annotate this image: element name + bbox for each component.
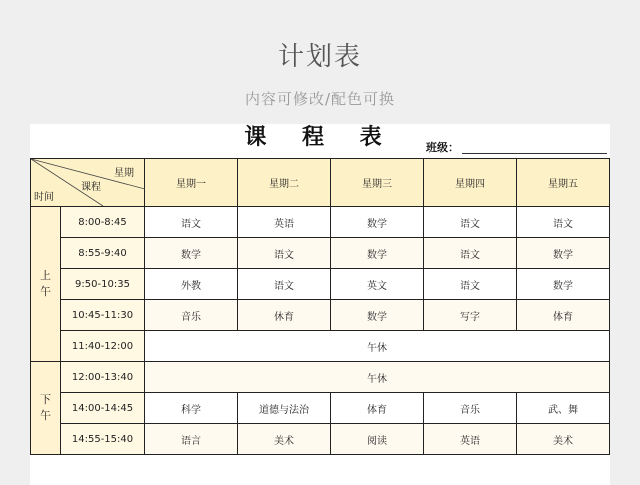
table-row [31, 393, 610, 424]
course-cell[interactable]: 武、舞 [517, 393, 610, 424]
course-cell[interactable]: 数学 [517, 269, 610, 300]
table-row [31, 238, 610, 269]
sheet-title: 课 程 表 [244, 125, 396, 150]
period-morning-label: 上 午 [40, 269, 51, 298]
header-row [31, 159, 610, 207]
sheet-header [30, 124, 610, 158]
day-header: 星期五 [517, 159, 610, 207]
time-cell: 8:00-8:45 [61, 207, 145, 238]
table-row [31, 362, 610, 393]
day-header: 星期二 [238, 159, 331, 207]
corner-cell [31, 159, 145, 207]
course-cell[interactable]: 语文 [145, 207, 238, 238]
corner-time-label: 时间 [34, 192, 54, 203]
course-cell[interactable]: 语文 [424, 269, 517, 300]
course-cell[interactable]: 阅读 [331, 424, 424, 455]
table-row [31, 424, 610, 455]
corner-week-label: 星期 [114, 168, 134, 179]
time-cell: 10:45-11:30 [61, 300, 145, 331]
course-cell[interactable]: 数学 [331, 207, 424, 238]
time-cell: 12:00-13:40 [61, 362, 145, 393]
period-afternoon-label: 下 午 [40, 393, 51, 422]
table-row [31, 300, 610, 331]
course-cell[interactable]: 体育 [517, 300, 610, 331]
time-cell: 11:40-12:00 [61, 331, 145, 362]
time-cell: 14:55-15:40 [61, 424, 145, 455]
course-cell[interactable]: 语文 [517, 207, 610, 238]
period-morning [31, 207, 61, 362]
class-input-line[interactable] [462, 153, 607, 154]
page-title: 计划表 [277, 42, 362, 72]
course-cell[interactable]: 数学 [331, 300, 424, 331]
corner-course-label: 课程 [81, 182, 101, 193]
course-cell[interactable]: 数学 [145, 238, 238, 269]
course-cell[interactable]: 科学 [145, 393, 238, 424]
course-cell[interactable]: 英文 [331, 269, 424, 300]
course-cell[interactable]: 休育 [238, 300, 331, 331]
schedule-table [30, 158, 610, 455]
course-cell[interactable]: 写字 [424, 300, 517, 331]
time-cell: 8:55-9:40 [61, 238, 145, 269]
course-cell[interactable]: 体育 [331, 393, 424, 424]
day-header: 星期三 [331, 159, 424, 207]
course-cell[interactable]: 外教 [145, 269, 238, 300]
course-cell[interactable]: 美术 [517, 424, 610, 455]
course-cell[interactable]: 数学 [517, 238, 610, 269]
rest-cell[interactable]: 午休 [145, 362, 610, 393]
course-cell[interactable]: 音乐 [145, 300, 238, 331]
schedule-sheet [30, 124, 610, 485]
course-cell[interactable]: 语文 [238, 238, 331, 269]
period-afternoon [31, 362, 61, 455]
class-label: 班级： [426, 141, 459, 154]
rest-cell[interactable]: 午休 [145, 331, 610, 362]
course-cell[interactable]: 语文 [424, 207, 517, 238]
day-header: 星期四 [424, 159, 517, 207]
course-cell[interactable]: 语文 [238, 269, 331, 300]
course-cell[interactable]: 音乐 [424, 393, 517, 424]
course-cell[interactable]: 美术 [238, 424, 331, 455]
course-cell[interactable]: 道德与法治 [238, 393, 331, 424]
table-row [31, 331, 610, 362]
course-cell[interactable]: 语言 [145, 424, 238, 455]
table-row [31, 207, 610, 238]
course-cell[interactable]: 英语 [424, 424, 517, 455]
course-cell[interactable]: 语文 [424, 238, 517, 269]
table-row [31, 269, 610, 300]
course-cell[interactable]: 英语 [238, 207, 331, 238]
time-cell: 9:50-10:35 [61, 269, 145, 300]
time-cell: 14:00-14:45 [61, 393, 145, 424]
day-header: 星期一 [145, 159, 238, 207]
page-subtitle: 内容可修改/配色可换 [244, 90, 396, 108]
course-cell[interactable]: 数学 [331, 238, 424, 269]
